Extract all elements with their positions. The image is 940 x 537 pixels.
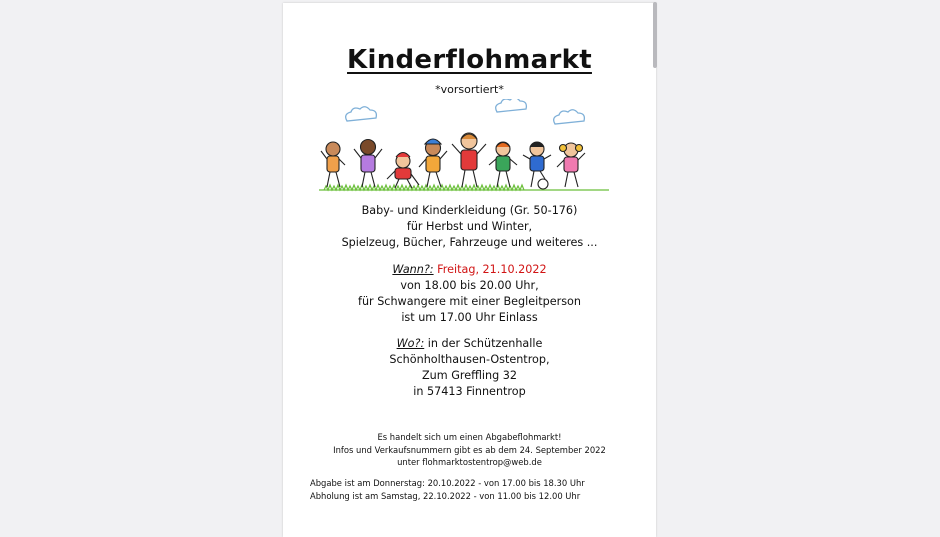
kid-8 bbox=[557, 143, 585, 187]
kid-1 bbox=[321, 142, 345, 187]
where-section bbox=[283, 336, 656, 400]
schedule-line: Abgabe ist am Donnerstag: 20.10.2022 - von 17.00 bis 18.30 Uhr bbox=[310, 478, 585, 488]
kid-5 bbox=[452, 133, 486, 187]
where-line: Zum Greffling 32 bbox=[421, 369, 518, 382]
when-line: ist um 17.00 Uhr Einlass bbox=[401, 311, 538, 324]
kid-2 bbox=[354, 140, 382, 188]
schedule-text bbox=[310, 477, 656, 502]
intro-line: für Herbst und Winter, bbox=[406, 220, 533, 233]
ball bbox=[538, 179, 548, 189]
info-line: unter flohmarktostentrop@web.de bbox=[397, 457, 542, 467]
where-line: Schönholthausen-Ostentrop, bbox=[389, 353, 550, 366]
kid-3 bbox=[387, 153, 419, 189]
cloud-center bbox=[496, 99, 527, 112]
when-line: für Schwangere mit einer Begleitperson bbox=[358, 295, 581, 308]
where-label: Wo?: bbox=[396, 337, 425, 350]
venue-name: in der Schützenhalle bbox=[427, 337, 543, 350]
flyer-title: Kinderflohmarkt bbox=[347, 45, 592, 75]
document-page bbox=[283, 3, 656, 537]
intro-text bbox=[283, 203, 656, 251]
kid-4 bbox=[419, 139, 447, 187]
intro-line: Spielzeug, Bücher, Fahrzeuge und weiteres ... bbox=[341, 236, 598, 249]
kid-6 bbox=[489, 142, 517, 187]
where-line: in 57413 Finnentrop bbox=[413, 385, 526, 398]
when-section bbox=[283, 262, 656, 326]
when-line: von 18.00 bis 20.00 Uhr, bbox=[400, 279, 539, 292]
children-illustration bbox=[319, 99, 619, 195]
schedule-line: Abholung ist am Samstag, 22.10.2022 - von 11.00 bis 12.00 Uhr bbox=[310, 490, 581, 501]
info-line: Infos und Verkaufsnummern gibt es ab dem 24. September 2022 bbox=[333, 444, 606, 455]
vertical-scrollbar[interactable] bbox=[653, 2, 657, 68]
intro-line: Baby- und Kinderkleidung (Gr. 50-176) bbox=[361, 204, 578, 217]
cloud-right bbox=[554, 110, 585, 124]
event-date: Freitag, 21.10.2022 bbox=[437, 263, 547, 276]
flyer-subtitle: *vorsortiert* bbox=[435, 83, 504, 96]
when-label: Wann?: bbox=[392, 263, 434, 276]
info-line: Es handelt sich um einen Abgabeflohmarkt! bbox=[377, 432, 562, 442]
cloud-left bbox=[346, 107, 377, 121]
info-text bbox=[283, 431, 656, 469]
kid-7 bbox=[523, 142, 551, 189]
